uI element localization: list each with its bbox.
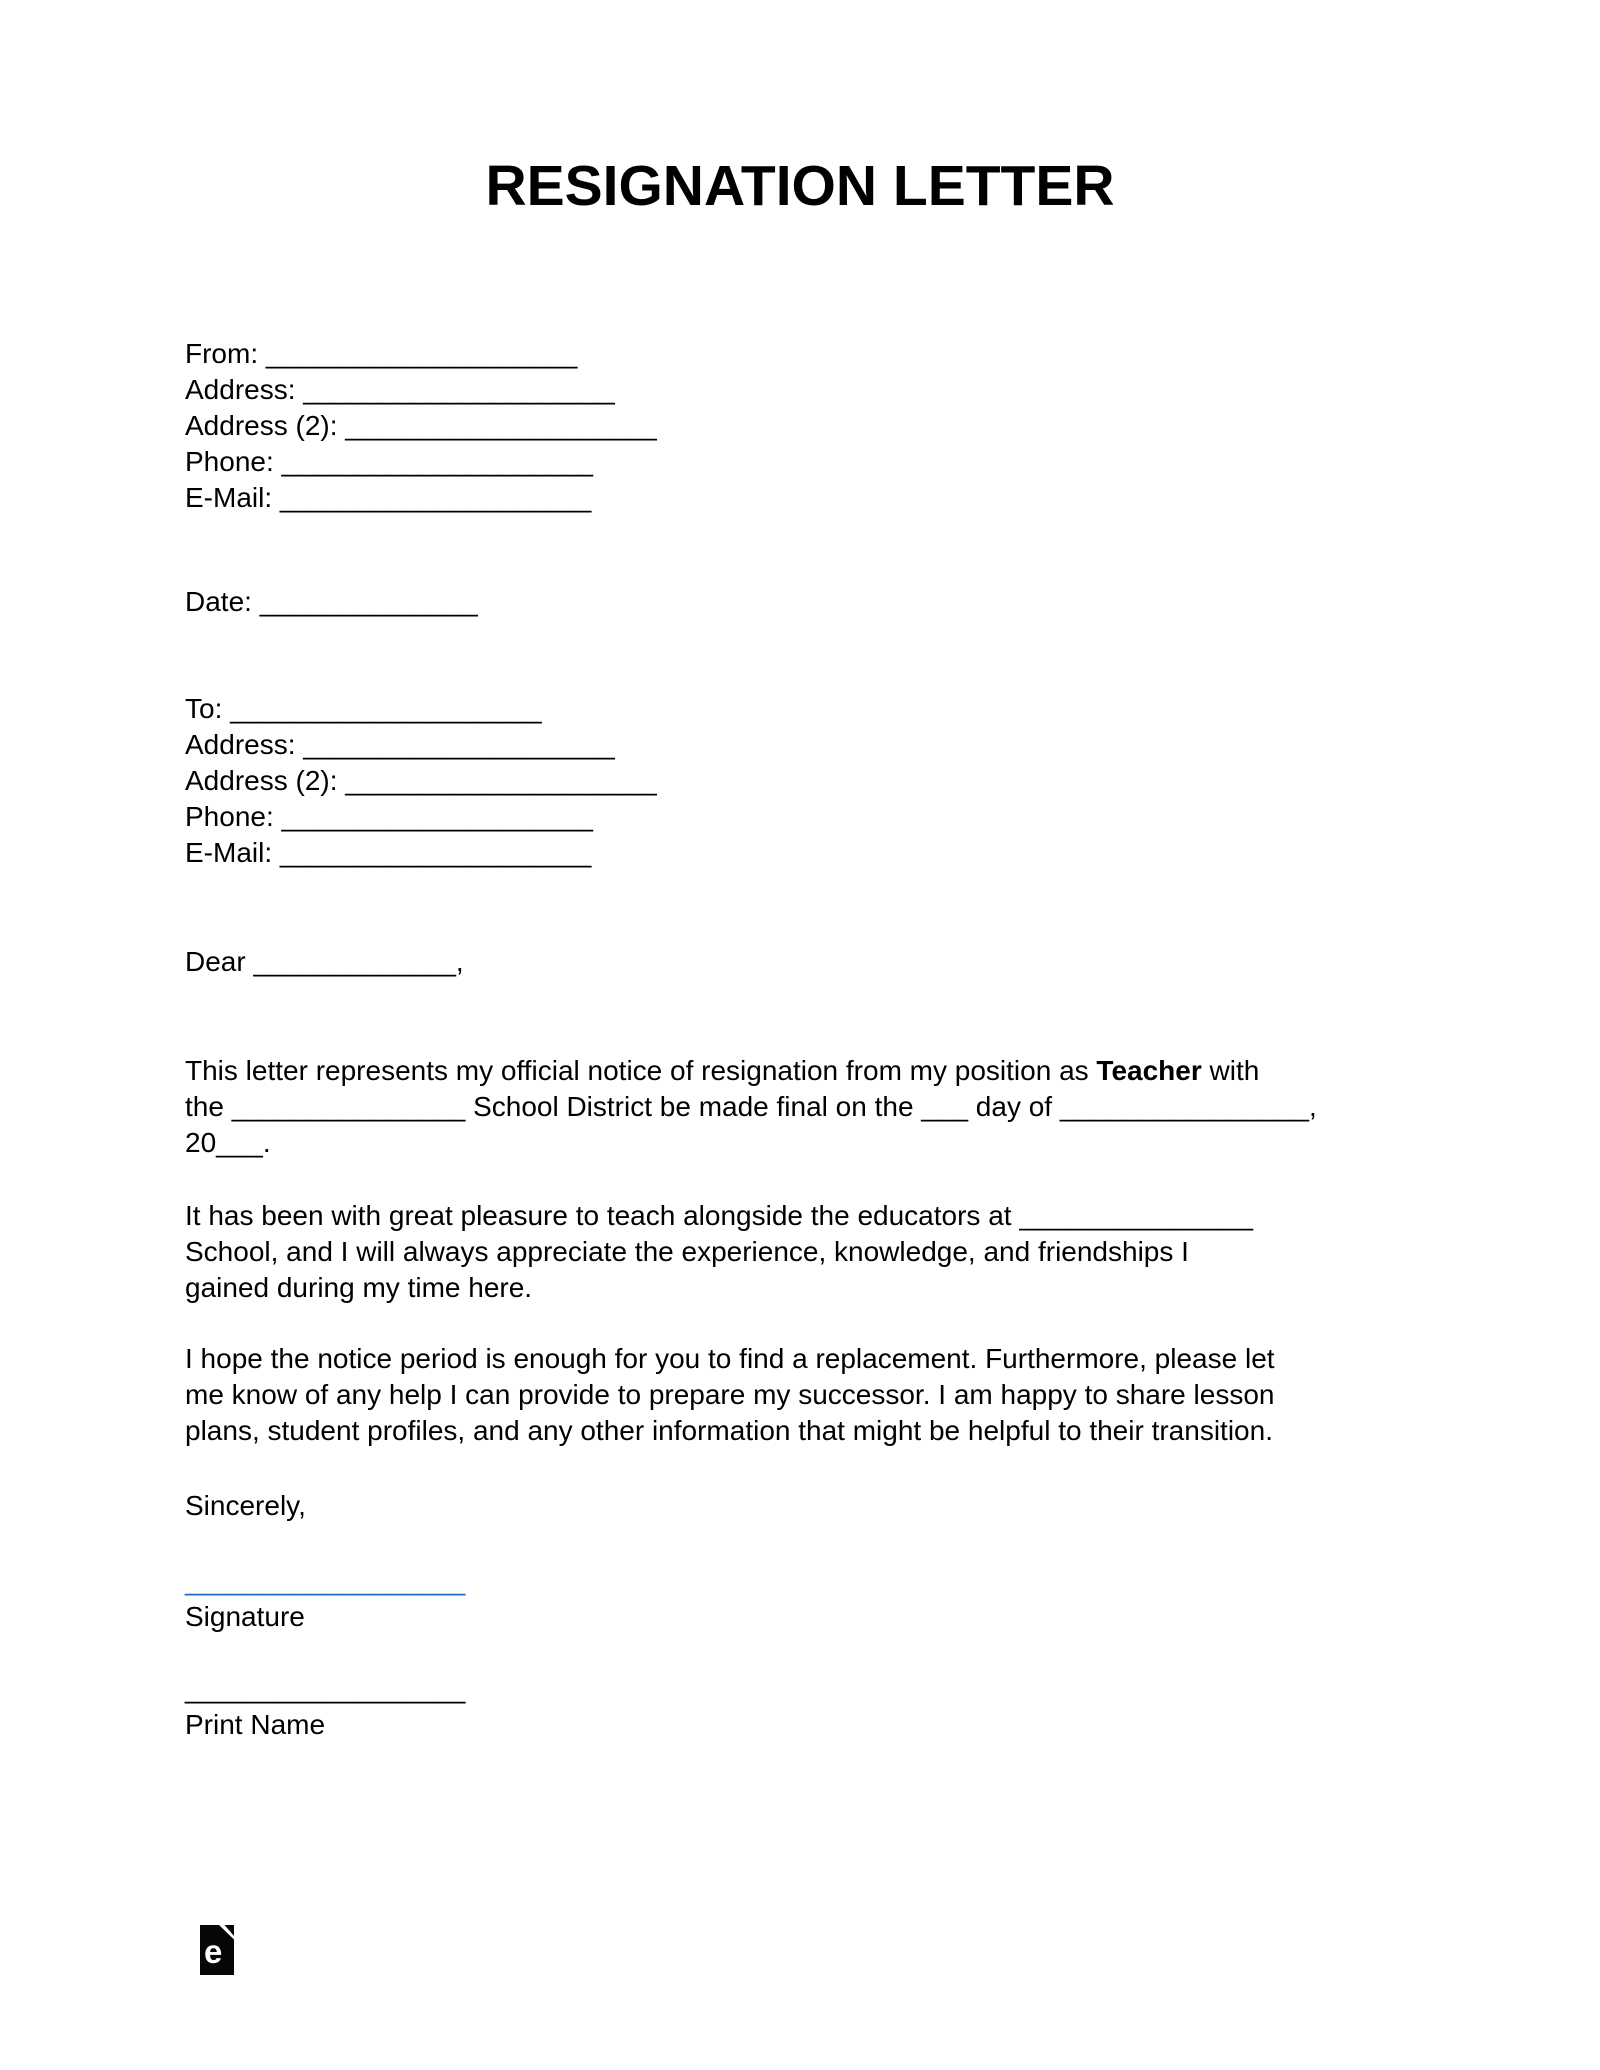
paragraph-1-text: This letter represents my official notice of resignation from my position as (185, 1055, 1097, 1086)
salutation: Dear _____________, (185, 946, 464, 977)
recipient-block (185, 691, 657, 871)
date-label: Date: (185, 586, 252, 617)
sender-phone-blank: ____________________ (273, 446, 593, 477)
recipient-phone-label: Phone: (185, 801, 274, 832)
paragraph-3 (185, 1341, 1275, 1449)
sender-phone-line (185, 444, 657, 480)
recipient-email-line (185, 835, 657, 871)
recipient-address2-label: Address (2): (185, 765, 338, 796)
recipient-address2-line (185, 763, 657, 799)
sender-address-line (185, 372, 657, 408)
paragraph-2-line2: School, and I will always appreciate the experience, knowledge, and friendships I (185, 1236, 1189, 1267)
to-line (185, 691, 657, 727)
sender-address2-label: Address (2): (185, 410, 338, 441)
signature-label: Signature (185, 1601, 305, 1632)
recipient-email-label: E-Mail: (185, 837, 273, 868)
paragraph-1-line1-end: with (1201, 1055, 1260, 1086)
sender-email-blank: ____________________ (272, 482, 592, 513)
paragraph-2-line1: It has been with great pleasure to teach alongside the educators at _______________ (185, 1200, 1253, 1231)
paragraph-1-line3: 20___. (185, 1127, 271, 1158)
from-label: From: (185, 338, 259, 369)
page-title: RESIGNATION LETTER (485, 154, 1115, 218)
sender-address2-blank: ____________________ (337, 410, 657, 441)
sender-email-line (185, 480, 657, 516)
paragraph-1-line2: the _______________ School District be made final on the ___ day of ________________, (185, 1091, 1317, 1122)
paragraph-1-bold-teacher: Teacher (1096, 1055, 1202, 1086)
sender-address-blank: ____________________ (295, 374, 615, 405)
sender-address-label: Address: (185, 374, 296, 405)
paragraph-3-line2: me know of any help I can provide to prepare my successor. I am happy to share lesson (185, 1379, 1275, 1410)
from-blank: ____________________ (258, 338, 578, 369)
logo-letter: e (204, 1933, 223, 1970)
sender-address2-line (185, 408, 657, 444)
eforms-logo (200, 1925, 234, 1975)
sender-email-label: E-Mail: (185, 482, 273, 513)
date-blank: ______________ (251, 586, 478, 617)
paragraph-3-line1: I hope the notice period is enough for you to find a replacement. Furthermore, please let (185, 1343, 1275, 1374)
recipient-address-line (185, 727, 657, 763)
closing-sincerely: Sincerely, (185, 1490, 306, 1521)
signature-section (185, 1563, 465, 1635)
paragraph-3-line3: plans, student profiles, and any other information that might be helpful to their transition. (185, 1415, 1273, 1446)
print-name-section (185, 1671, 465, 1743)
recipient-email-blank: ____________________ (272, 837, 592, 868)
paragraph-2 (185, 1198, 1253, 1306)
recipient-phone-blank: ____________________ (273, 801, 593, 832)
paragraph-1 (185, 1053, 1317, 1161)
sender-block (185, 336, 657, 516)
print-name-label: Print Name (185, 1709, 326, 1740)
from-line (185, 336, 657, 372)
sender-phone-label: Phone: (185, 446, 274, 477)
signature-line: __________________ (185, 1565, 466, 1596)
recipient-address2-blank: ____________________ (337, 765, 657, 796)
recipient-address-blank: ____________________ (295, 729, 615, 760)
to-blank: ____________________ (222, 693, 542, 724)
paragraph-2-line3: gained during my time here. (185, 1272, 533, 1303)
recipient-phone-line (185, 799, 657, 835)
to-label: To: (185, 693, 223, 724)
recipient-address-label: Address: (185, 729, 296, 760)
print-name-line: __________________ (185, 1673, 466, 1704)
date-line (185, 584, 478, 620)
